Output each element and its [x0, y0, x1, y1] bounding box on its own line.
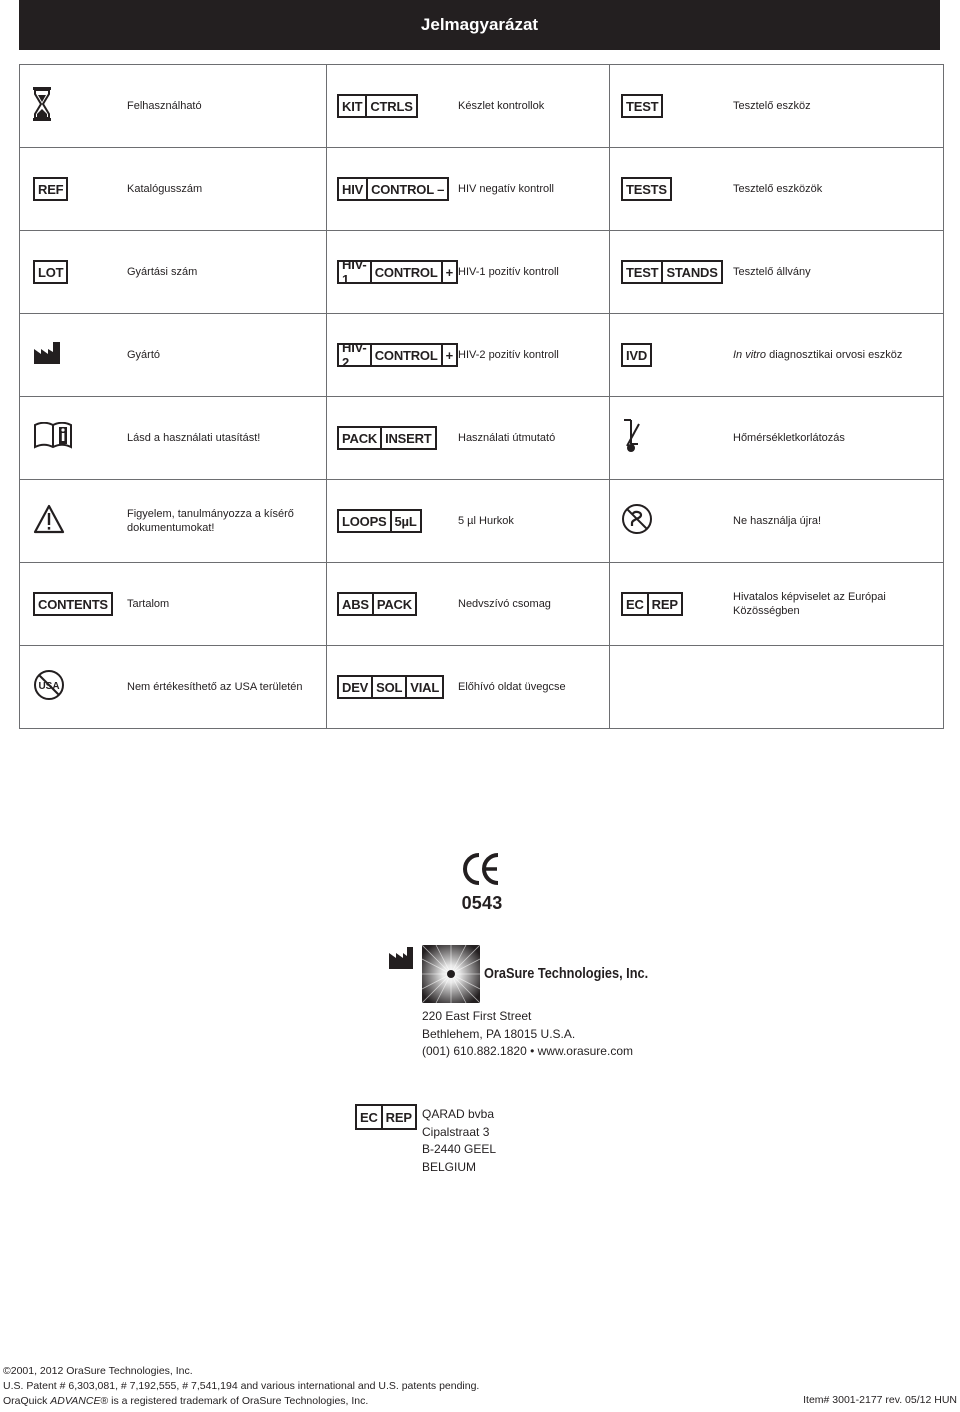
- box-label-part: TEST: [626, 98, 659, 114]
- manufacturer-icon: [388, 946, 414, 970]
- legend-cell: [327, 480, 610, 563]
- symbol-box-label: [327, 509, 458, 533]
- symbol-description: HIV negatív kontroll: [458, 183, 554, 195]
- box-label-part: EC: [360, 1109, 378, 1125]
- legend-row: [20, 397, 944, 480]
- legend-cell: [327, 65, 610, 148]
- legend-cell: [20, 65, 327, 148]
- box-label-part: TESTS: [626, 181, 667, 197]
- address-line: Cipalstraat 3: [422, 1124, 490, 1139]
- box-label-part: HIV-1: [342, 257, 367, 287]
- symbol-box-label: [20, 260, 127, 284]
- legend-cell: [20, 148, 327, 231]
- legend-cell: [327, 397, 610, 480]
- symbol-icon-wrap: [20, 87, 127, 126]
- symbol-description: Gyártó: [127, 349, 161, 361]
- symbol-box-label: [20, 592, 127, 616]
- ec-rep-address: [422, 1106, 496, 1176]
- symbol-description: HIV-1 pozitív kontroll: [458, 266, 559, 278]
- symbol-box-label: [20, 177, 127, 201]
- box-label-part: HIV: [342, 181, 364, 197]
- company-name: OraSure Technologies, Inc.: [484, 965, 649, 982]
- box-label-part: EC: [626, 596, 644, 612]
- trademark-suffix: ® is a registered trademark of OraSure Technologies, Inc.: [100, 1395, 369, 1407]
- legend-row: [20, 646, 944, 729]
- box-label-part: STANDS: [661, 262, 720, 282]
- symbol-legend-table: [19, 64, 944, 729]
- address-line: QARAD bvba: [422, 1107, 495, 1121]
- legend-cell: [610, 480, 944, 563]
- box-label-part: 5µL: [390, 511, 420, 531]
- footer: [3, 1364, 479, 1409]
- symbol-description: Hivatalos képviselet az Európai Közösségben: [733, 591, 886, 617]
- manufacturer-icon: [33, 341, 61, 370]
- notified-body-number: 0543: [461, 893, 503, 913]
- legend-cell: [327, 314, 610, 397]
- warning-triangle-icon: [33, 504, 65, 539]
- do-not-reuse-icon: [621, 503, 653, 540]
- symbol-box-label: [327, 257, 458, 287]
- symbol-description: Tesztelő állvány: [733, 266, 811, 278]
- svg-text:USA: USA: [38, 680, 60, 692]
- box-label-part: +: [441, 345, 456, 365]
- description-italic: In vitro: [733, 349, 767, 361]
- hourglass-icon: [33, 87, 51, 126]
- symbol-box-label: [327, 177, 458, 201]
- address-line: Bethlehem, PA 18015 U.S.A.: [422, 1026, 576, 1041]
- box-label-part: CTRLS: [365, 96, 415, 116]
- box-label-part: REP: [381, 1106, 415, 1128]
- trademark-italic: ADVANCE: [50, 1395, 101, 1407]
- symbol-icon-wrap: [20, 504, 127, 539]
- address-line: 220 East First Street: [422, 1009, 532, 1023]
- copyright-text: ©2001, 2012 OraSure Technologies, Inc.: [3, 1365, 193, 1377]
- symbol-description: HIV-2 pozitív kontroll: [458, 349, 559, 361]
- symbol-description: 5 µl Hurkok: [458, 515, 514, 527]
- legend-cell: [20, 397, 327, 480]
- symbol-box-label: [327, 426, 458, 450]
- legend-cell: [327, 646, 610, 729]
- legend-cell: [327, 231, 610, 314]
- symbol-box-label: [610, 343, 733, 367]
- symbol-icon-wrap: [20, 422, 127, 455]
- symbol-box-label: [610, 260, 733, 284]
- symbol-description: Katalógusszám: [127, 183, 203, 195]
- orasure-logo-icon: [422, 945, 480, 1003]
- trademark-text: [3, 1394, 479, 1409]
- symbol-box-label: [327, 340, 458, 370]
- box-label-part: PACK: [342, 430, 378, 446]
- box-label-part: CONTROL: [370, 345, 441, 365]
- symbol-icon-wrap: [20, 341, 127, 370]
- symbol-description: Felhasználható: [127, 100, 202, 112]
- ec-rep-symbol: [355, 1104, 417, 1130]
- box-label-part: REP: [647, 594, 681, 614]
- symbol-icon-wrap: [20, 669, 127, 706]
- symbol-box-label: [610, 592, 733, 616]
- page-title: Jelmagyarázat: [420, 15, 539, 34]
- legend-cell: [327, 563, 610, 646]
- box-label-part: IVD: [626, 347, 648, 363]
- symbol-box-label: [327, 675, 458, 699]
- legend-cell: [20, 480, 327, 563]
- symbol-description: In vitro diagnosztikai orvosi eszköz: [733, 349, 903, 361]
- legend-cell: [20, 231, 327, 314]
- symbol-description: Ne használja újra!: [733, 515, 822, 527]
- item-number: Item# 3001-2177 rev. 05/12 HUN: [803, 1394, 957, 1406]
- not-for-sale-usa-icon: [33, 669, 65, 706]
- ce-mark-icon: [462, 852, 502, 886]
- legend-row: [20, 563, 944, 646]
- address-line: (001) 610.882.1820 • www.orasure.com: [422, 1044, 633, 1058]
- box-label-part: CONTROL: [370, 262, 441, 282]
- symbol-description: Lásd a használati utasítást!: [127, 432, 261, 444]
- address-line: B-2440 GEEL: [422, 1142, 497, 1156]
- box-label-part: TEST: [626, 264, 659, 280]
- symbol-box-label: [610, 94, 733, 118]
- legend-row: [20, 231, 944, 314]
- legend-cell: [610, 231, 944, 314]
- legend-row: [20, 314, 944, 397]
- box-label-part: LOOPS: [342, 513, 387, 529]
- instructions-book-icon: [33, 422, 73, 455]
- symbol-box-label: [327, 94, 458, 118]
- symbol-box-label: [610, 177, 733, 201]
- symbol-description: Nedvszívó csomag: [458, 598, 551, 610]
- ce-mark: [457, 852, 507, 914]
- symbol-description: Előhívó oldat üvegcse: [458, 681, 566, 693]
- legend-cell: [610, 397, 944, 480]
- box-label-part: ABS: [342, 596, 369, 612]
- box-label-part: VIAL: [405, 677, 442, 697]
- symbol-icon-wrap: [610, 418, 733, 459]
- symbol-description: Használati útmutató: [458, 432, 556, 444]
- symbol-description: Tesztelő eszköz: [733, 100, 811, 112]
- legend-cell: [20, 646, 327, 729]
- box-label-part: CONTENTS: [38, 596, 108, 612]
- box-label-part: KIT: [342, 98, 363, 114]
- box-label-part: REF: [38, 181, 64, 197]
- symbol-description: Gyártási szám: [127, 266, 198, 278]
- legend-cell: [610, 646, 944, 729]
- legend-cell: [610, 314, 944, 397]
- legend-cell: [610, 148, 944, 231]
- legend-cell: [327, 148, 610, 231]
- address-line: BELGIUM: [422, 1159, 477, 1174]
- legend-title-bar: [19, 0, 940, 50]
- box-label-part: DEV: [342, 679, 369, 695]
- box-label-part: HIV-2: [342, 340, 367, 370]
- legend-row: [20, 148, 944, 231]
- box-label-part: SOL: [371, 677, 405, 697]
- box-label-part: +: [441, 262, 456, 282]
- symbol-box-label: [327, 592, 458, 616]
- symbol-description: Figyelem, tanulmányozza a kísérő dokumentumokat!: [127, 508, 294, 534]
- symbol-description: Tesztelő eszközök: [733, 183, 823, 195]
- trademark-prefix: OraQuick: [3, 1395, 51, 1407]
- symbol-description: Készlet kontrollok: [458, 100, 545, 112]
- manufacturer-address: [422, 1008, 633, 1061]
- box-label-part: CONTROL –: [366, 179, 447, 199]
- legend-cell: [610, 563, 944, 646]
- box-label-part: INSERT: [380, 428, 434, 448]
- legend-cell: [610, 65, 944, 148]
- thermometer-icon: [621, 418, 645, 459]
- patent-text: U.S. Patent # 6,303,081, # 7,192,555, # 7,541,194 and various international and U.S. patents pending.: [3, 1380, 480, 1392]
- legend-cell: [20, 314, 327, 397]
- symbol-description: Hőmérsékletkorlátozás: [733, 432, 845, 444]
- legend-row: [20, 65, 944, 148]
- legend-row: [20, 480, 944, 563]
- box-label-part: PACK: [372, 594, 415, 614]
- symbol-icon-wrap: [610, 503, 733, 540]
- symbol-description: Nem értékesíthető az USA területén: [127, 681, 303, 693]
- box-label-part: LOT: [38, 264, 64, 280]
- legend-cell: [20, 563, 327, 646]
- symbol-description: Tartalom: [127, 598, 170, 610]
